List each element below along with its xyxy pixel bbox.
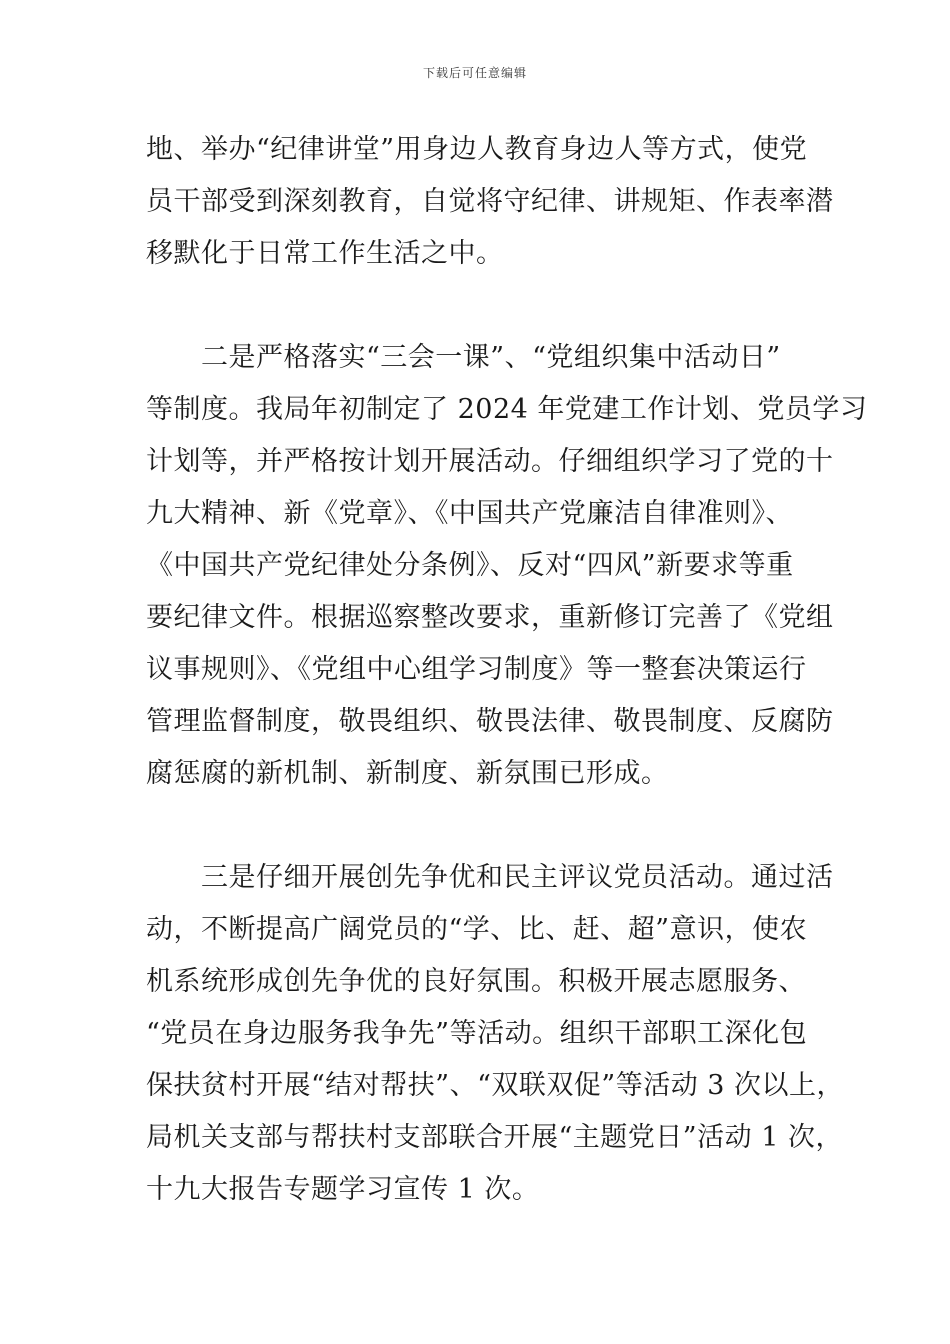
text-line: 局机关支部与帮扶村支部联合开展“主题党日”活动 1 次， (146, 1122, 843, 1153)
paragraph-spacer (146, 280, 836, 332)
paragraph-3 (146, 852, 845, 1216)
text-line: 员干部受到深刻教育，自觉将守纪律、讲规矩、作表率潜 (146, 186, 834, 217)
text-line: 议事规则》、《党组中心组学习制度》等一整套决策运行 (146, 654, 807, 685)
text-line: 腐惩腐的新机制、新制度、新氛围已形成。 (146, 758, 669, 789)
text-line: 二是严格落实“三会一课”、“党组织集中活动日” (146, 342, 781, 373)
text-line: “党员在身边服务我争先”等活动。组织干部职工深化包 (146, 1018, 808, 1049)
text-line: 三是仔细开展创先争优和民主评议党员活动。通过活 (146, 862, 834, 893)
text-line: 机系统形成创先争优的良好氛围。积极开展志愿服务、 (146, 966, 806, 997)
text-line: 九大精神、新《党章》、《中国共产党廉洁自律准则》、 (146, 498, 793, 529)
text-line: 管理监督制度，敬畏组织、敬畏法律、敬畏制度、反腐防 (146, 706, 834, 737)
text-line: 等制度。我局年初制定了 2024 年党建工作计划、党员学习 (146, 394, 868, 425)
page-header: 下载后可任意编辑 (422, 66, 527, 80)
text-line: 保扶贫村开展“结对帮扶”、“双联双促”等活动 3 次以上， (146, 1070, 845, 1101)
text-line: 计划等，并严格按计划开展活动。仔细组织学习了党的十 (146, 446, 834, 477)
text-line: 要纪律文件。根据巡察整改要求，重新修订完善了《党组 (146, 602, 834, 633)
text-line: 《中国共产党纪律处分条例》、反对“四风”新要求等重 (146, 550, 794, 581)
paragraph-spacer (146, 800, 836, 852)
text-line: 十九大报告专题学习宣传 1 次。 (146, 1174, 540, 1205)
text-line: 移默化于日常工作生活之中。 (146, 238, 504, 269)
paragraph-1 (146, 124, 836, 280)
text-line: 地、举办“纪律讲堂”用身边人教育身边人等方式，使党 (146, 134, 808, 165)
document-body (146, 124, 868, 1216)
paragraph-2 (146, 332, 868, 800)
text-line: 动，不断提高广阔党员的“学、比、赶、超”意识，使农 (146, 914, 808, 945)
